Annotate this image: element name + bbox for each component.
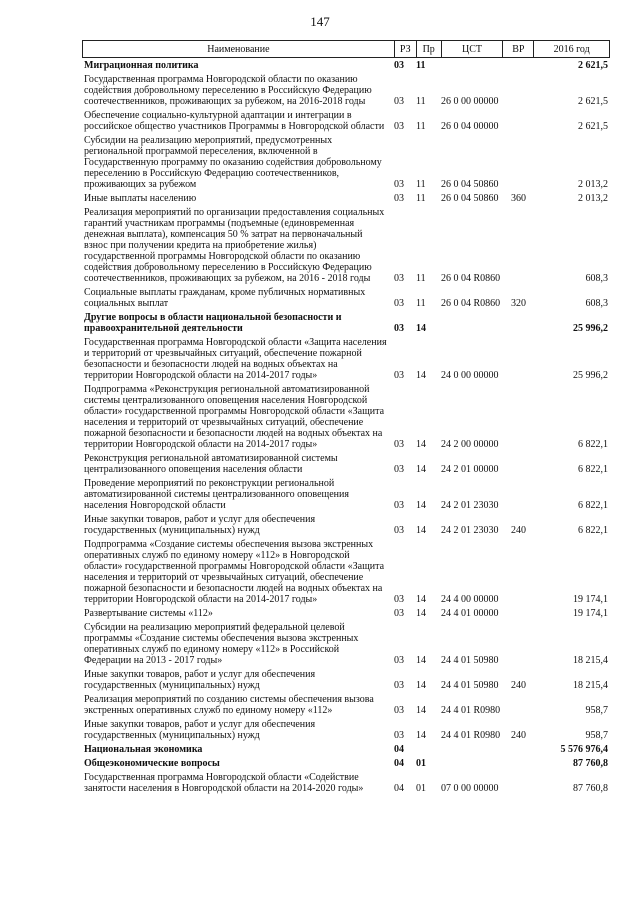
row-sum: 87 760,8 [573,783,608,794]
row-cst: 24 0 00 00000 [441,370,499,381]
row-pr: 01 [416,783,426,794]
row-sum: 2 621,5 [578,96,608,107]
row-rz: 03 [394,323,404,334]
row-name: Проведение мероприятий по реконструкции региональной автоматизированной системы централизованного оповещения населения Новгородской области [84,478,349,511]
row-sum: 18 215,4 [573,655,608,666]
row-sum: 19 174,1 [573,594,608,605]
table-row [82,692,610,717]
table-row [82,537,610,606]
row-cst: 26 0 04 50860 [441,193,499,204]
table-row [82,205,610,285]
row-sum: 25 996,2 [573,370,608,381]
row-name: Подпрограмма «Создание системы обеспечения вызова экстренных оперативных служб по единому номеру «112» в Новгородской области» государственной программы Новгородской области «Защита населения и территорий от чрезвычайных ситуаций, обеспечение пожарной безопасности и безопасности людей на водных объектах на территории Новгородской области на 2014-2017 годы» [84,539,385,605]
table-row [82,620,610,667]
row-cst: 24 2 01 23030 [441,525,499,536]
row-rz: 03 [394,193,404,204]
header-name: Наименование [207,43,270,55]
row-name: Социальные выплаты гражданам, кроме публичных нормативных социальных выплат [84,287,366,309]
row-cst: 24 4 01 R0980 [441,730,501,741]
row-rz: 03 [394,439,404,450]
row-sum: 19 174,1 [573,608,608,619]
table-row [82,335,610,382]
row-rz: 04 [394,783,404,794]
row-cst: 24 4 01 50980 [441,680,499,691]
row-rz: 03 [394,179,404,190]
row-sum: 25 996,2 [573,323,608,334]
row-rz: 03 [394,273,404,284]
row-name: Государственная программа Новгородской области «Содействие занятости населения в Новгородской области на 2014-2020 годы» [84,772,364,794]
row-name: Иные закупки товаров, работ и услуг для обеспечения государственных (муниципальных) нужд [84,719,316,741]
row-rz: 04 [394,758,404,769]
row-pr: 14 [416,500,426,511]
row-sum: 6 822,1 [578,439,608,450]
row-cst: 24 2 01 23030 [441,500,499,511]
header-pr: Пр [416,41,441,57]
row-pr: 11 [416,60,426,71]
row-name: Развертывание системы «112» [84,608,213,619]
row-vr: 240 [511,680,526,691]
table-body [82,58,610,795]
budget-table [82,40,610,795]
page-number: 147 [310,14,330,29]
row-pr: 14 [416,323,426,334]
row-sum: 18 215,4 [573,680,608,691]
row-pr: 11 [416,179,426,190]
table-row [82,285,610,310]
row-rz: 03 [394,60,404,71]
row-name: Подпрограмма «Реконструкция региональной автоматизированной системы централизованного оповещения населения Новгородской области» государственной программы Новгородской области «Защита населения и территорий от чрезвычайных ситуаций, обеспечение пожарной безопасности и безопасности людей на водных объектах на территории Новгородской области на 2014-2017 годы» [84,384,385,450]
row-pr: 14 [416,525,426,536]
row-pr: 14 [416,594,426,605]
row-pr: 11 [416,273,426,284]
row-sum: 87 760,8 [573,758,608,769]
row-pr: 14 [416,370,426,381]
table-row [82,72,610,108]
row-sum: 2 013,2 [578,179,608,190]
row-name: Другие вопросы в области национальной безопасности и правоохранительной деятельности [84,312,342,334]
table-row [82,717,610,742]
row-pr: 11 [416,121,426,132]
row-rz: 03 [394,594,404,605]
table-row [82,133,610,191]
row-name: Национальная экономика [84,744,203,755]
row-sum: 958,7 [585,730,608,741]
header-cst: ЦСТ [441,41,503,57]
row-cst: 24 2 01 00000 [441,464,499,475]
row-cst: 24 2 00 00000 [441,439,499,450]
table-row [82,756,610,770]
row-name: Реализация мероприятий по созданию системы обеспечения вызова экстренных оперативных служб по единому номеру «112» [84,694,374,716]
row-rz: 03 [394,464,404,475]
table-row [82,742,610,756]
row-name: Миграционная политика [84,60,199,71]
row-rz: 03 [394,730,404,741]
row-name: Реализация мероприятий по организации предоставления социальных гарантий участникам программы (подъемные (единовременная денежная выплата), компенсация 50 % затрат на первоначальный взнос при получении кредита на приобретение жилья) государственной программы Новгородской области по оказанию содействия добровольному переселению в Российскую Федерацию соотечественников, проживающих за рубежом, на 2016 - 2018 годы [84,207,385,284]
row-pr: 14 [416,655,426,666]
table-row [82,310,610,335]
row-cst: 26 0 00 00000 [441,96,499,107]
row-sum: 2 013,2 [578,193,608,204]
row-name: Иные выплаты населению [84,193,197,204]
row-cst: 24 4 01 R0980 [441,705,501,716]
row-rz: 03 [394,370,404,381]
row-cst: 24 4 01 50980 [441,655,499,666]
row-cst: 26 0 04 R0860 [441,273,501,284]
table-row [82,476,610,512]
row-name: Реконструкция региональной автоматизированной системы централизованного оповещения населения области [84,453,338,475]
row-name: Субсидии на реализацию мероприятий федеральной целевой программы «Создание системы обеспечения вызова экстренных оперативных служб по единому номеру «112» в Российской Федерации на 2013 - 2017 годы» [84,622,359,666]
table-row [82,451,610,476]
row-pr: 11 [416,298,426,309]
row-name: Субсидии на реализацию мероприятий, предусмотренных региональной программой переселения, включенной в Государственную программу по оказанию содействия добровольному переселению в Российскую Федерацию соотечественников, проживающих за рубежом [84,135,382,190]
row-vr: 320 [511,298,526,309]
row-vr: 240 [511,525,526,536]
row-pr: 11 [416,193,426,204]
row-sum: 5 576 976,4 [560,744,608,755]
row-pr: 14 [416,730,426,741]
row-rz: 03 [394,121,404,132]
row-pr: 14 [416,705,426,716]
row-rz: 03 [394,500,404,511]
row-sum: 608,3 [585,273,608,284]
row-name: Иные закупки товаров, работ и услуг для обеспечения государственных (муниципальных) нужд [84,514,316,536]
row-cst: 26 0 04 50860 [441,179,499,190]
table-row [82,191,610,205]
row-rz: 03 [394,298,404,309]
row-pr: 14 [416,439,426,450]
header-year: 2016 год [533,41,609,57]
row-sum: 958,7 [585,705,608,716]
row-cst: 26 0 04 00000 [441,121,499,132]
row-sum: 2 621,5 [578,60,608,71]
row-rz: 03 [394,705,404,716]
row-pr: 14 [416,680,426,691]
table-row [82,58,610,72]
row-sum: 6 822,1 [578,525,608,536]
table-row [82,770,610,795]
row-rz: 04 [394,744,404,755]
table-row [82,606,610,620]
row-pr: 14 [416,608,426,619]
row-rz: 03 [394,96,404,107]
row-sum: 2 621,5 [578,121,608,132]
row-name: Государственная программа Новгородской области по оказанию содействия добровольному переселению в Российскую Федерацию соотечественников, проживающих за рубежом, на 2016-2018 годы [84,74,372,107]
row-vr: 360 [511,193,526,204]
table-header [82,40,610,58]
row-cst: 24 4 01 00000 [441,608,499,619]
row-pr: 11 [416,96,426,107]
row-cst: 26 0 04 R0860 [441,298,501,309]
row-rz: 03 [394,655,404,666]
row-rz: 03 [394,525,404,536]
row-name: Общеэкономические вопросы [84,758,220,769]
row-name: Обеспечение социально-культурной адаптации и интеграции в российское общество участников Программы в Новгородской области [84,110,385,132]
row-rz: 03 [394,680,404,691]
table-row [82,108,610,133]
row-sum: 6 822,1 [578,464,608,475]
row-vr: 240 [511,730,526,741]
table-row [82,382,610,451]
table-row [82,667,610,692]
header-rz: РЗ [394,41,416,57]
row-pr: 01 [416,758,426,769]
row-name: Государственная программа Новгородской области «Защита населения и территорий от чрезвычайных ситуаций, обеспечение пожарной безопасности и безопасности людей на водных объектах на территории Новгородской области на 2014-2017 годы» [84,337,387,381]
header-vr: ВР [502,41,533,57]
row-sum: 6 822,1 [578,500,608,511]
row-name: Иные закупки товаров, работ и услуг для обеспечения государственных (муниципальных) нужд [84,669,316,691]
row-pr: 14 [416,464,426,475]
row-cst: 07 0 00 00000 [441,783,499,794]
row-sum: 608,3 [585,298,608,309]
row-cst: 24 4 00 00000 [441,594,499,605]
table-row [82,512,610,537]
row-rz: 03 [394,608,404,619]
